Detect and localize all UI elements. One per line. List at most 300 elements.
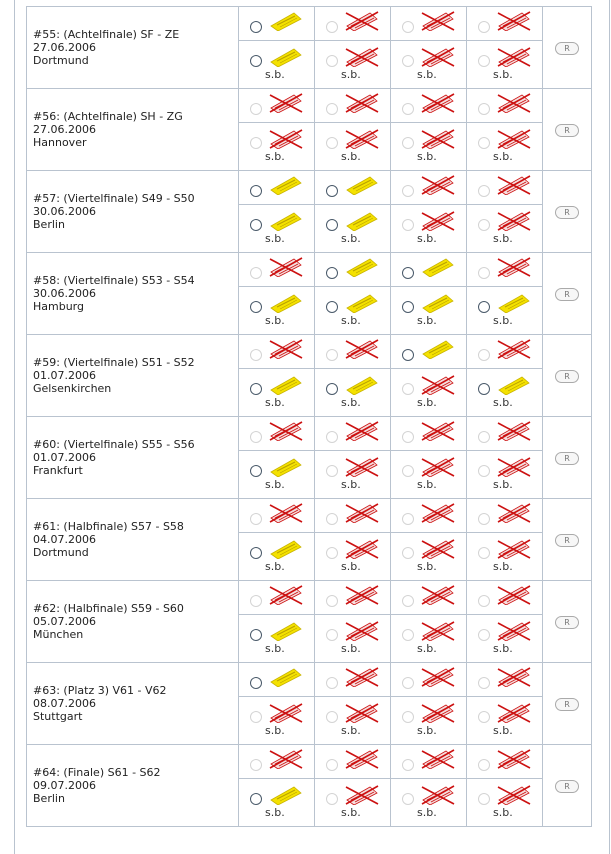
match-info — [27, 745, 239, 827]
tip-cell — [467, 417, 543, 451]
tip-radio[interactable] — [326, 759, 338, 771]
match-venue: Dortmund — [33, 54, 89, 67]
tip-radio[interactable] — [402, 267, 414, 279]
reset-cell — [543, 499, 592, 581]
tip-radio[interactable] — [402, 629, 414, 641]
tip-cell — [467, 171, 543, 205]
match-row — [27, 253, 592, 287]
tip-cell — [239, 287, 315, 335]
tip-cell — [391, 581, 467, 615]
sb-label: s.b. — [417, 806, 437, 819]
tip-radio[interactable] — [326, 629, 338, 641]
tip-cell — [467, 41, 543, 89]
reset-cell — [543, 335, 592, 417]
tip-radio[interactable] — [250, 759, 262, 771]
tip-radio[interactable] — [402, 383, 414, 395]
yellow-ticket-icon — [345, 375, 379, 395]
match-info — [27, 581, 239, 663]
tip-radio[interactable] — [402, 55, 414, 67]
tip-cell — [467, 499, 543, 533]
yellow-ticket-icon — [497, 375, 531, 395]
tip-cell — [467, 7, 543, 41]
tip-cell — [391, 533, 467, 581]
tip-radio[interactable] — [326, 383, 338, 395]
crossed-ticket-icon — [497, 503, 531, 523]
tip-cell — [315, 7, 391, 41]
crossed-ticket-icon — [421, 457, 455, 477]
sb-label: s.b. — [341, 806, 361, 819]
tip-cell — [391, 205, 467, 253]
tip-cell — [467, 697, 543, 745]
tip-cell — [391, 171, 467, 205]
match-title: #56: (Achtelfinale) SH - ZG — [33, 110, 183, 123]
sb-label: s.b. — [417, 724, 437, 737]
reset-button[interactable]: R — [555, 534, 579, 547]
tip-radio[interactable] — [250, 465, 262, 477]
tip-cell — [315, 369, 391, 417]
yellow-ticket-icon — [269, 175, 303, 195]
tip-radio[interactable] — [478, 219, 490, 231]
sb-label: s.b. — [493, 68, 513, 81]
sb-label: s.b. — [417, 396, 437, 409]
match-venue: Gelsenkirchen — [33, 382, 112, 395]
reset-button[interactable]: R — [555, 370, 579, 383]
tip-cell — [315, 89, 391, 123]
reset-button[interactable]: R — [555, 206, 579, 219]
match-title: #64: (Finale) S61 - S62 — [33, 766, 161, 779]
crossed-ticket-icon — [421, 11, 455, 31]
tip-radio[interactable] — [326, 267, 338, 279]
tip-radio[interactable] — [478, 55, 490, 67]
match-info — [27, 171, 239, 253]
match-row — [27, 7, 592, 41]
tip-radio[interactable] — [478, 383, 490, 395]
yellow-ticket-icon — [269, 11, 303, 31]
tip-cell — [391, 369, 467, 417]
tip-cell — [315, 123, 391, 171]
crossed-ticket-icon — [421, 375, 455, 395]
crossed-ticket-icon — [421, 175, 455, 195]
tip-cell — [239, 171, 315, 205]
tip-radio[interactable] — [478, 711, 490, 723]
sb-label: s.b. — [265, 68, 285, 81]
sb-label: s.b. — [341, 150, 361, 163]
crossed-ticket-icon — [345, 339, 379, 359]
tip-radio[interactable] — [326, 137, 338, 149]
match-row — [27, 499, 592, 533]
sb-label: s.b. — [265, 478, 285, 491]
crossed-ticket-icon — [345, 785, 379, 805]
tip-radio[interactable] — [402, 513, 414, 525]
reset-button[interactable]: R — [555, 780, 579, 793]
tip-cell — [467, 287, 543, 335]
match-venue: Frankfurt — [33, 464, 83, 477]
crossed-ticket-icon — [269, 503, 303, 523]
crossed-ticket-icon — [497, 457, 531, 477]
match-venue: Dortmund — [33, 546, 89, 559]
tip-cell — [315, 171, 391, 205]
sb-label: s.b. — [265, 232, 285, 245]
match-venue: Hamburg — [33, 300, 84, 313]
reset-cell — [543, 89, 592, 171]
tip-radio[interactable] — [250, 185, 262, 197]
match-date: 27.06.2006 — [33, 41, 96, 54]
match-info — [27, 499, 239, 581]
tip-cell — [391, 697, 467, 745]
match-table — [26, 6, 592, 827]
match-date: 01.07.2006 — [33, 451, 96, 464]
crossed-ticket-icon — [269, 129, 303, 149]
tip-cell — [239, 417, 315, 451]
yellow-ticket-icon — [269, 667, 303, 687]
sb-label: s.b. — [417, 314, 437, 327]
tip-cell — [239, 615, 315, 663]
tip-radio[interactable] — [478, 301, 490, 313]
tip-radio[interactable] — [250, 349, 262, 361]
tip-radio[interactable] — [478, 465, 490, 477]
match-venue: Hannover — [33, 136, 87, 149]
tip-radio[interactable] — [326, 21, 338, 33]
tip-radio[interactable] — [250, 431, 262, 443]
match-date: 05.07.2006 — [33, 615, 96, 628]
match-date: 08.07.2006 — [33, 697, 96, 710]
tip-radio[interactable] — [402, 759, 414, 771]
sb-label: s.b. — [341, 396, 361, 409]
crossed-ticket-icon — [269, 421, 303, 441]
tip-radio[interactable] — [250, 513, 262, 525]
tip-radio[interactable] — [250, 219, 262, 231]
tip-cell — [239, 581, 315, 615]
tip-cell — [391, 451, 467, 499]
crossed-ticket-icon — [497, 129, 531, 149]
reset-button[interactable]: R — [555, 616, 579, 629]
sb-label: s.b. — [493, 150, 513, 163]
match-row — [27, 335, 592, 369]
yellow-ticket-icon — [345, 293, 379, 313]
tip-radio[interactable] — [250, 629, 262, 641]
tip-cell — [315, 697, 391, 745]
tip-cell — [315, 451, 391, 499]
sb-label: s.b. — [493, 724, 513, 737]
tip-radio[interactable] — [250, 21, 262, 33]
crossed-ticket-icon — [421, 749, 455, 769]
reset-cell — [543, 745, 592, 827]
sb-label: s.b. — [265, 314, 285, 327]
reset-button[interactable]: R — [555, 698, 579, 711]
match-venue: Berlin — [33, 218, 65, 231]
tip-cell — [391, 663, 467, 697]
crossed-ticket-icon — [345, 93, 379, 113]
tip-cell — [239, 499, 315, 533]
tip-radio[interactable] — [402, 431, 414, 443]
crossed-ticket-icon — [497, 749, 531, 769]
yellow-ticket-icon — [269, 539, 303, 559]
sb-label: s.b. — [341, 642, 361, 655]
tip-radio[interactable] — [478, 103, 490, 115]
crossed-ticket-icon — [497, 257, 531, 277]
reset-cell — [543, 253, 592, 335]
tip-radio[interactable] — [250, 793, 262, 805]
tip-radio[interactable] — [478, 629, 490, 641]
reset-button[interactable]: R — [555, 42, 579, 55]
yellow-ticket-icon — [421, 339, 455, 359]
yellow-ticket-icon — [421, 293, 455, 313]
tip-radio[interactable] — [402, 103, 414, 115]
tip-radio[interactable] — [250, 301, 262, 313]
tip-radio[interactable] — [478, 21, 490, 33]
tip-radio[interactable] — [478, 185, 490, 197]
tip-cell — [315, 205, 391, 253]
match-venue: Stuttgart — [33, 710, 83, 723]
tip-radio[interactable] — [402, 465, 414, 477]
tip-radio[interactable] — [402, 677, 414, 689]
tip-cell — [239, 451, 315, 499]
tip-radio[interactable] — [326, 55, 338, 67]
sb-label: s.b. — [341, 724, 361, 737]
yellow-ticket-icon — [269, 457, 303, 477]
reset-cell — [543, 417, 592, 499]
tip-radio[interactable] — [478, 759, 490, 771]
sb-label: s.b. — [493, 642, 513, 655]
crossed-ticket-icon — [497, 211, 531, 231]
tip-cell — [239, 7, 315, 41]
crossed-ticket-icon — [345, 539, 379, 559]
match-info — [27, 253, 239, 335]
crossed-ticket-icon — [269, 257, 303, 277]
match-title: #62: (Halbfinale) S59 - S60 — [33, 602, 184, 615]
tip-cell — [315, 335, 391, 369]
crossed-ticket-icon — [421, 585, 455, 605]
tip-cell — [467, 335, 543, 369]
crossed-ticket-icon — [497, 703, 531, 723]
tip-cell — [391, 417, 467, 451]
match-row — [27, 663, 592, 697]
yellow-ticket-icon — [345, 175, 379, 195]
yellow-ticket-icon — [269, 375, 303, 395]
crossed-ticket-icon — [497, 621, 531, 641]
tip-radio[interactable] — [326, 185, 338, 197]
crossed-ticket-icon — [497, 11, 531, 31]
sb-label: s.b. — [417, 232, 437, 245]
crossed-ticket-icon — [497, 175, 531, 195]
tip-radio[interactable] — [326, 547, 338, 559]
tip-cell — [467, 533, 543, 581]
reset-cell — [543, 171, 592, 253]
sb-label: s.b. — [265, 560, 285, 573]
crossed-ticket-icon — [345, 421, 379, 441]
tip-radio[interactable] — [250, 711, 262, 723]
tip-cell — [467, 253, 543, 287]
sb-label: s.b. — [417, 560, 437, 573]
tip-radio[interactable] — [402, 21, 414, 33]
tip-cell — [467, 615, 543, 663]
reset-button[interactable]: R — [555, 124, 579, 137]
tip-cell — [315, 663, 391, 697]
tip-radio[interactable] — [250, 103, 262, 115]
tip-radio[interactable] — [326, 513, 338, 525]
match-title: #57: (Viertelfinale) S49 - S50 — [33, 192, 195, 205]
tip-cell — [391, 287, 467, 335]
match-title: #63: (Platz 3) V61 - V62 — [33, 684, 167, 697]
match-venue: München — [33, 628, 84, 641]
crossed-ticket-icon — [497, 421, 531, 441]
tip-radio[interactable] — [250, 137, 262, 149]
tip-radio[interactable] — [326, 301, 338, 313]
tip-cell — [391, 779, 467, 827]
crossed-ticket-icon — [345, 47, 379, 67]
tip-cell — [239, 745, 315, 779]
tip-cell — [315, 745, 391, 779]
tip-radio[interactable] — [326, 465, 338, 477]
sb-label: s.b. — [341, 478, 361, 491]
reset-button[interactable]: R — [555, 288, 579, 301]
tip-radio[interactable] — [326, 595, 338, 607]
tip-cell — [467, 369, 543, 417]
tip-cell — [239, 779, 315, 827]
tip-cell — [239, 41, 315, 89]
match-date: 09.07.2006 — [33, 779, 96, 792]
sb-label: s.b. — [493, 560, 513, 573]
tip-radio[interactable] — [478, 595, 490, 607]
match-info — [27, 335, 239, 417]
tip-radio[interactable] — [402, 301, 414, 313]
reset-button[interactable]: R — [555, 452, 579, 465]
tip-cell — [391, 335, 467, 369]
tip-radio[interactable] — [478, 267, 490, 279]
tip-radio[interactable] — [326, 431, 338, 443]
tip-radio[interactable] — [478, 349, 490, 361]
tip-cell — [315, 581, 391, 615]
tip-cell — [391, 123, 467, 171]
sb-label: s.b. — [417, 642, 437, 655]
tip-radio[interactable] — [250, 547, 262, 559]
tip-radio[interactable] — [402, 349, 414, 361]
sb-label: s.b. — [265, 396, 285, 409]
tip-radio[interactable] — [250, 595, 262, 607]
crossed-ticket-icon — [421, 785, 455, 805]
crossed-ticket-icon — [421, 539, 455, 559]
yellow-ticket-icon — [269, 785, 303, 805]
tip-cell — [239, 123, 315, 171]
crossed-ticket-icon — [497, 93, 531, 113]
tip-cell — [467, 663, 543, 697]
tip-radio[interactable] — [478, 793, 490, 805]
tip-radio[interactable] — [326, 677, 338, 689]
tip-cell — [315, 533, 391, 581]
tip-radio[interactable] — [478, 431, 490, 443]
crossed-ticket-icon — [421, 667, 455, 687]
tip-cell — [467, 581, 543, 615]
match-title: #59: (Viertelfinale) S51 - S52 — [33, 356, 195, 369]
crossed-ticket-icon — [345, 621, 379, 641]
tip-radio[interactable] — [402, 711, 414, 723]
sb-label: s.b. — [341, 314, 361, 327]
tip-cell — [239, 533, 315, 581]
tip-radio[interactable] — [402, 595, 414, 607]
tip-cell — [315, 499, 391, 533]
match-date: 01.07.2006 — [33, 369, 96, 382]
crossed-ticket-icon — [421, 421, 455, 441]
tip-cell — [391, 7, 467, 41]
tip-radio[interactable] — [250, 677, 262, 689]
tip-cell — [239, 335, 315, 369]
tip-radio[interactable] — [478, 513, 490, 525]
tip-radio[interactable] — [326, 103, 338, 115]
crossed-ticket-icon — [421, 503, 455, 523]
sb-label: s.b. — [417, 150, 437, 163]
tip-cell — [315, 41, 391, 89]
tip-radio[interactable] — [326, 349, 338, 361]
tip-cell — [315, 615, 391, 663]
tip-radio[interactable] — [402, 793, 414, 805]
match-info — [27, 417, 239, 499]
match-venue: Berlin — [33, 792, 65, 805]
tip-cell — [467, 89, 543, 123]
tip-cell — [391, 89, 467, 123]
tip-radio[interactable] — [250, 267, 262, 279]
crossed-ticket-icon — [345, 129, 379, 149]
match-title: #61: (Halbfinale) S57 - S58 — [33, 520, 184, 533]
match-row — [27, 89, 592, 123]
tip-radio[interactable] — [478, 677, 490, 689]
crossed-ticket-icon — [269, 585, 303, 605]
tip-radio[interactable] — [478, 137, 490, 149]
reset-cell — [543, 7, 592, 89]
tip-radio[interactable] — [402, 547, 414, 559]
tip-cell — [391, 41, 467, 89]
tip-cell — [391, 499, 467, 533]
tip-radio[interactable] — [402, 219, 414, 231]
tip-cell — [315, 779, 391, 827]
crossed-ticket-icon — [421, 129, 455, 149]
tip-cell — [467, 779, 543, 827]
match-info — [27, 89, 239, 171]
tip-radio[interactable] — [478, 547, 490, 559]
match-row — [27, 581, 592, 615]
reset-cell — [543, 663, 592, 745]
crossed-ticket-icon — [421, 703, 455, 723]
yellow-ticket-icon — [497, 293, 531, 313]
tip-cell — [467, 205, 543, 253]
crossed-ticket-icon — [269, 339, 303, 359]
tip-radio[interactable] — [402, 137, 414, 149]
tip-radio[interactable] — [250, 55, 262, 67]
tip-radio[interactable] — [326, 711, 338, 723]
crossed-ticket-icon — [345, 667, 379, 687]
tip-cell — [391, 253, 467, 287]
match-date: 04.07.2006 — [33, 533, 96, 546]
yellow-ticket-icon — [269, 293, 303, 313]
sb-label: s.b. — [265, 642, 285, 655]
match-title: #55: (Achtelfinale) SF - ZE — [33, 28, 180, 41]
crossed-ticket-icon — [345, 457, 379, 477]
crossed-ticket-icon — [497, 667, 531, 687]
tip-cell — [239, 253, 315, 287]
tip-radio[interactable] — [326, 219, 338, 231]
tip-cell — [467, 123, 543, 171]
sb-label: s.b. — [341, 232, 361, 245]
match-info — [27, 7, 239, 89]
match-date: 30.06.2006 — [33, 287, 96, 300]
match-row — [27, 417, 592, 451]
tip-radio[interactable] — [402, 185, 414, 197]
tip-radio[interactable] — [326, 793, 338, 805]
tip-radio[interactable] — [250, 383, 262, 395]
tip-cell — [315, 253, 391, 287]
yellow-ticket-icon — [345, 257, 379, 277]
yellow-ticket-icon — [345, 211, 379, 231]
yellow-ticket-icon — [269, 621, 303, 641]
